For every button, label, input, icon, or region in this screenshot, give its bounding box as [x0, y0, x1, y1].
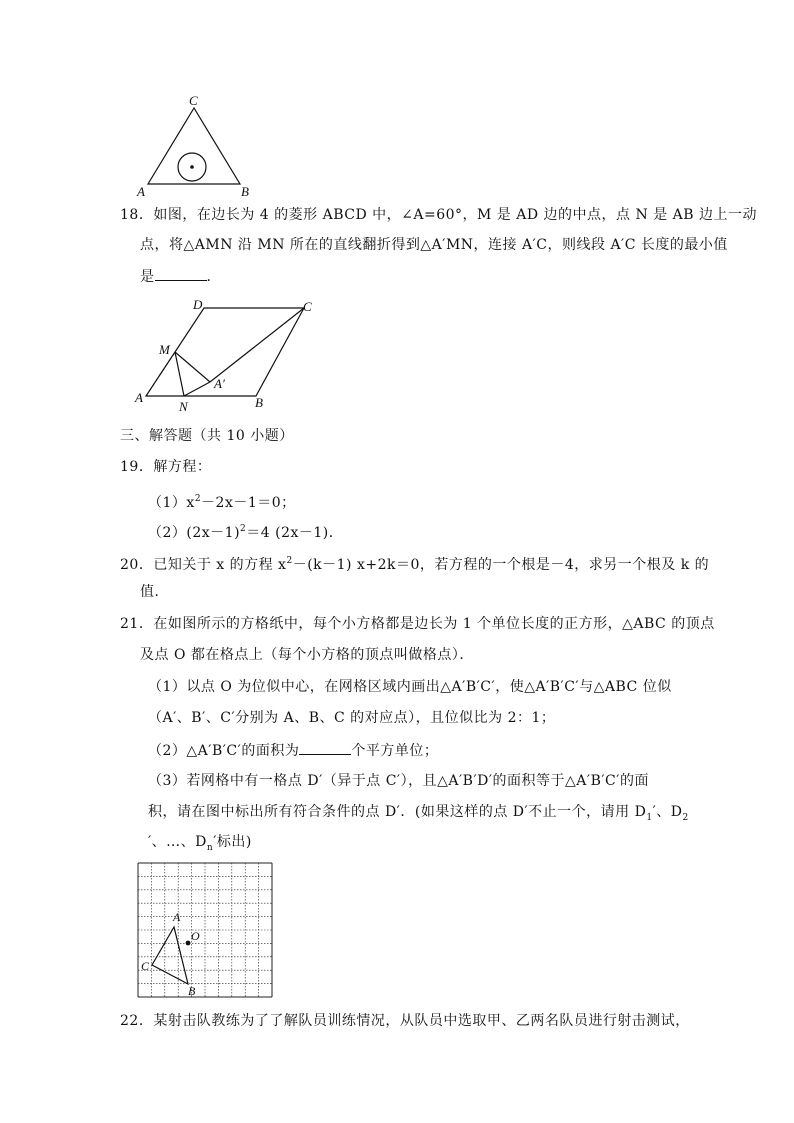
q21-p2-suffix: 个平方单位；: [351, 743, 439, 759]
grid-lines: [138, 863, 272, 997]
label-d: D: [193, 297, 203, 312]
section-3-title: 三、解答题（共 10 小题）: [120, 428, 294, 444]
q21-p3-l3-sub: n: [206, 842, 214, 853]
label-a-prime: A′: [214, 376, 225, 391]
q18-line1: [120, 205, 757, 225]
q19-p2-sup: 2: [240, 524, 247, 534]
q20-line1: [120, 551, 709, 575]
q21-p1-line2: （A′、B′、C′分别为 A、B、C 的对应点），且位似比为 2：1；: [148, 710, 556, 726]
q21-grid-figure: [130, 855, 280, 1000]
q20-l1-suffix: －(k－1) x+2k＝0，若方程的一个根是－4，求另一个根及 k 的: [292, 557, 710, 573]
q21-p3-l2-mid: ′、D: [652, 804, 683, 820]
segment-am-dashed: [146, 352, 175, 396]
q18-number: 18: [120, 207, 139, 223]
q20-l1-sup: 2: [286, 556, 293, 566]
q21-line2: 及点 O 都在格点上（每个小方格的顶点叫做格点）．: [140, 647, 474, 663]
segment-mc: [175, 308, 304, 352]
q21-p2: [148, 740, 438, 761]
label-n: N: [179, 399, 188, 414]
q21-p3-l3-prefix: ′、…、D: [148, 834, 207, 850]
q18-figure: [132, 296, 322, 416]
label-m: M: [159, 342, 170, 357]
q21-p3-line2: [148, 802, 689, 828]
q18-line3: [140, 266, 221, 287]
q21-answer-blank[interactable]: [299, 740, 351, 755]
q21-p3-line3: [148, 832, 252, 858]
label-a: A: [135, 390, 143, 405]
q18-line3-suffix: ．: [206, 269, 221, 285]
label-a: A: [173, 910, 181, 924]
q18-text1: ．如图，在边长为 4 的菱形 ABCD 中，∠A=60°，M 是 AD 边的中点，点 N 是 AB 边上一动: [138, 207, 757, 223]
q22-line1: 22．某射击队教练为了了解队员训练情况，从队员中选取甲、乙两名队员进行射击测试，: [120, 1013, 690, 1029]
segment-a1c: [210, 308, 304, 382]
label-b: B: [241, 184, 249, 199]
q21-p2-prefix: （2）△A′B′C′的面积为: [148, 743, 300, 759]
q19-p2-suffix: ＝4 (2x－1)．: [246, 525, 344, 541]
q18-answer-blank[interactable]: [155, 266, 207, 281]
q19-p1-sup: 2: [194, 494, 202, 504]
q21-p3-l2-prefix: 积，请在图中标出所有符合条件的点 D′．(如果这样的点 D′不止一个，请用 D: [148, 804, 647, 820]
q20-line2: 值．: [140, 584, 169, 600]
q19-p1-suffix: －2x－1＝0；: [201, 495, 296, 511]
q21-p1-line1: （1）以点 O 为位似中心，在网格区域内画出△A′B′C′，使△A′B′C′与△ABC 位似: [148, 679, 672, 695]
q21-p3-line1: （3）若网格中有一格点 D′（异于点 C′），且△A′B′D′的面积等于△A′B′C′的面: [148, 773, 649, 789]
label-c: C: [189, 93, 198, 108]
q21-grid-svg: [130, 855, 280, 1000]
center-dot: [190, 165, 194, 169]
label-b: B: [255, 395, 263, 410]
q21-p3-l3-suffix: ′标出): [213, 834, 252, 850]
q18-line2: 点，将△AMN 沿 MN 所在的直线翻折得到△A′MN，连接 A′C，则线段 A′C 长度的最小值: [140, 237, 728, 253]
q21-line1: 21．在如图所示的方格纸中，每个小方格都是边长为 1 个单位长度的正方形，△ABC 的顶点: [120, 616, 715, 632]
q19-heading: 19．解方程：: [120, 459, 212, 475]
label-b: B: [188, 984, 196, 998]
q19-p1-prefix: （1）x: [148, 495, 195, 511]
q21-p3-l2-sub1: 1: [646, 812, 653, 823]
label-o: O: [191, 929, 200, 943]
q18-figure-svg: [132, 296, 322, 416]
label-c: C: [303, 299, 312, 314]
segment-na1: [184, 382, 210, 396]
q19-part2: [148, 519, 343, 543]
q18-line3-prefix: 是: [140, 269, 155, 285]
q20-l1-prefix: 20．已知关于 x 的方程 x: [120, 557, 287, 573]
q21-p3-l2-sub2: 2: [682, 812, 689, 823]
q19-p2-prefix: （2）(2x－1): [148, 525, 241, 541]
q17-figure-svg: [130, 90, 260, 200]
point-o: [186, 941, 191, 946]
q19-part1: [148, 489, 296, 513]
triangle-abc: [148, 108, 240, 184]
label-c: C: [141, 959, 150, 973]
label-a: A: [137, 184, 145, 199]
q17-figure: [130, 90, 260, 200]
triangle-abc: [152, 927, 188, 984]
